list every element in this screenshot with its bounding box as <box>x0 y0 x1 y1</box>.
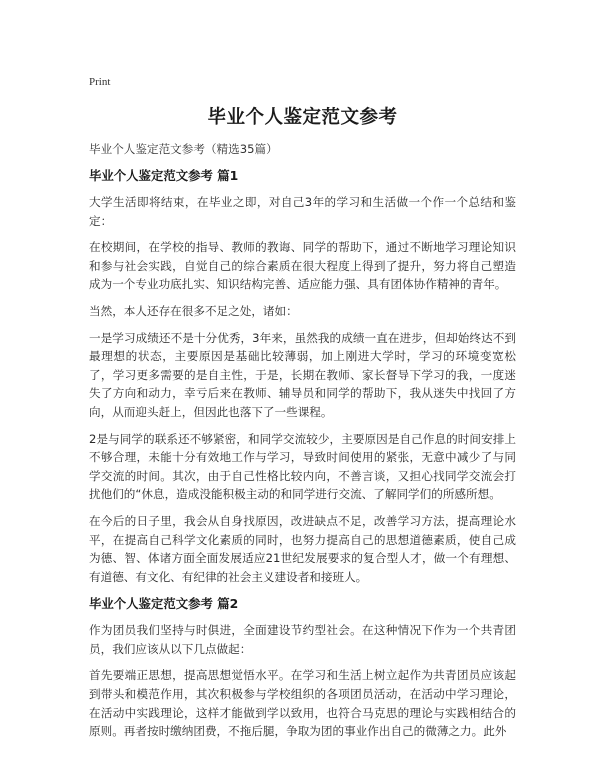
page-title: 毕业个人鉴定范文参考 <box>207 107 398 128</box>
paragraph: 作为团员我们坚持与时俱进，全面建设节约型社会。在这种情况下作为一个共青团员，我们应该从以下几点做起： <box>89 623 516 656</box>
paragraph: 在校期间，在学校的指导、教师的教诲、同学的帮助下，通过不断地学习理论知识和参与社会实践，自觉自己的综合素质在很大程度上得到了提升，努力将自己塑造成为一个专业功底扎实、知识结构完善、适应能力强、具有团体协作精神的青年。 <box>89 240 516 292</box>
section-heading-1: 毕业个人鉴定范文参考 篇1 <box>89 168 239 183</box>
paragraph: 首先要端正思想，提高思想觉悟水平。在学习和生活上树立起作为共青团员应该起到带头和模范作用，其次积极参与学校组织的各项团员活动，在活动中学习理论，在活动中实践理论，这样才能做到学以致用，也符合马克思的理论与实践相结合的原则。再者按时缴纳团费，不拖后腿，争取为团的事业作出自己的微薄之力。此外 <box>89 668 516 739</box>
paragraph: 当然，本人还存在很多不足之处，诸如： <box>89 303 298 318</box>
paragraph: 2是与同学的联系还不够紧密，和同学交流较少，主要原因是自己作息的时间安排上不够合理，未能十分有效地工作与学习，导致时间使用的紧张，无意中减少了与同学交流的时间。其次，由于自己性格比较内向，不善言谈，又担心找同学交流会打扰他们的“休息，造成没能积极主动的和同学进行交流、了解同学们的所感所想。 <box>89 431 516 502</box>
paragraph: 在今后的日子里，我会从自身找原因，改进缺点不足，改善学习方法，提高理论水平，在提高自己科学文化素质的同时，也努力提高自己的思想道德素质，使自己成为德、智、体诸方面全面发展适应21世纪发展要求的复合型人才，做一个有理想、有道德、有文化、有纪律的社会主义建设者和接班人。 <box>89 513 516 584</box>
paragraph: 大学生活即将结束，在毕业之即，对自己3年的学习和生活做一个作一个总结和鉴定： <box>89 195 516 228</box>
section-heading-2: 毕业个人鉴定范文参考 篇2 <box>89 596 239 612</box>
paragraph: 一是学习成绩还不是十分优秀，3年来，虽然我的成绩一直在进步，但却始终达不到最理想的状态，主要原因是基础比较薄弱，加上刚进大学时，学习的环境变宽松了，学习更多需要的是自主性，于是，长期在教师、家长督导下学习的我，一度迷失了方向和动力，幸亏后来在教师、辅导员和同学的帮助下，我从迷失中找回了方向，从而迎头赶上，但因此也落下了一些课程。 <box>89 330 516 419</box>
document-subtitle: 毕业个人鉴定范文参考（精选35篇） <box>89 142 278 156</box>
print-link[interactable]: Print <box>89 76 111 88</box>
